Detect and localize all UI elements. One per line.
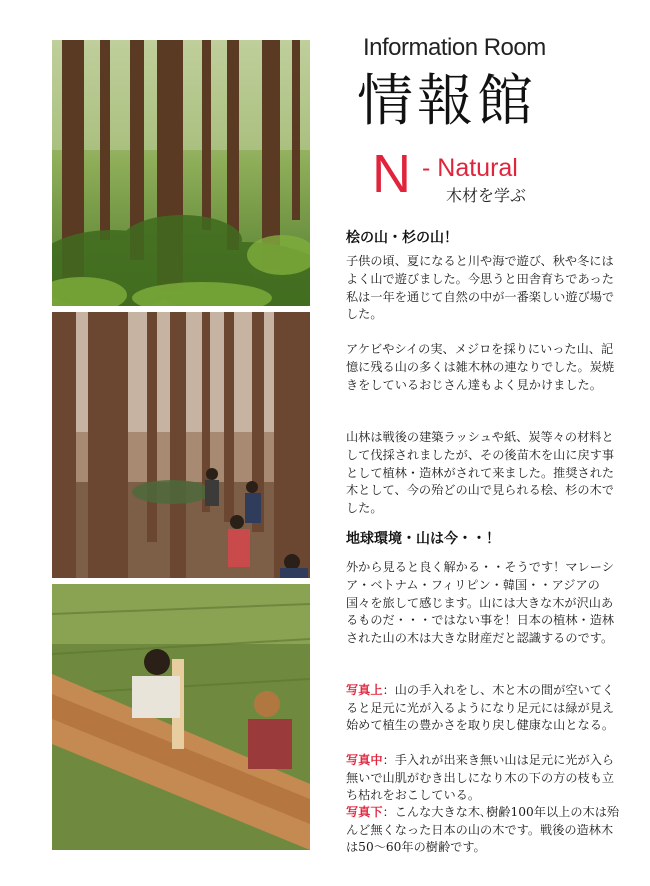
section-heading-environment: 地球環境・山は今・・！: [346, 531, 500, 547]
caption-label: 写真中: [346, 753, 383, 767]
photo-neglected-forest: [52, 312, 310, 578]
title-japanese: 情報館: [357, 69, 537, 134]
caption-middle-photo: [346, 752, 622, 805]
caption-top-photo: [346, 682, 622, 735]
photo-large-timber: [52, 584, 310, 850]
section-heading-mountains: 桧の山・杉の山！: [346, 230, 458, 246]
logo-subtitle: 木材を学ぶ: [446, 186, 527, 205]
caption-text: ：山の手入れをし、木と木の間が空いてくると足元に光が入るようになり足元には緑が見え始めて植生の豊かさを取り戻し健康な山となる。: [346, 683, 615, 733]
paragraph: アケビやシイの実、メジロを採りにいった山、記憶に残る山の多くは雑木林の連なりでした。炭焼きをしているおじさん達もよく見かけました。: [346, 342, 615, 392]
caption-text: ：手入れが出来き無い山は足元に光が入ら無いで山肌がむき出しになり木の下の方の枝も立ち枯れをおこしている。: [346, 753, 615, 803]
paragraph: 山林は戦後の建築ラッシュや紙、炭等々の材料として伐採されましたが、その後苗木を山に戻す事として植林・造林がされて来ました。推奨された木として、今の殆どの山で見られる桧、杉の木でした。: [346, 430, 615, 516]
caption-text: ：こんな大きな木､樹齢100年以上の木は殆んど無くなった日本の山の木です。戦後の造林木は50〜60年の樹齢です。: [346, 805, 620, 855]
title-english: Information Room: [363, 34, 546, 61]
caption-label: 写真下: [346, 805, 383, 819]
photo-healthy-forest: [52, 40, 310, 306]
caption-bottom-photo: [346, 804, 622, 857]
paragraph: 子供の頃、夏になると川や海で遊び、秋や冬にはよく山で遊びました。今思うと田舎育ちであった私は一年を通じて自然の中が一番楽しい遊び場でした。: [346, 254, 615, 322]
logo-word: - Natural: [422, 154, 518, 182]
paragraph: 外から見ると良く解かる・・そうです！マレーシア・ベトナム・フィリピン・韓国・・アジアの国々を旅して感じます。山には大きな木が沢山あるものだ・・・ではない事を！日本の植林・造林された山の木は大きな財産だと認識するのです。: [346, 560, 615, 646]
logo-letter: N: [372, 144, 411, 204]
caption-label: 写真上: [346, 683, 383, 697]
